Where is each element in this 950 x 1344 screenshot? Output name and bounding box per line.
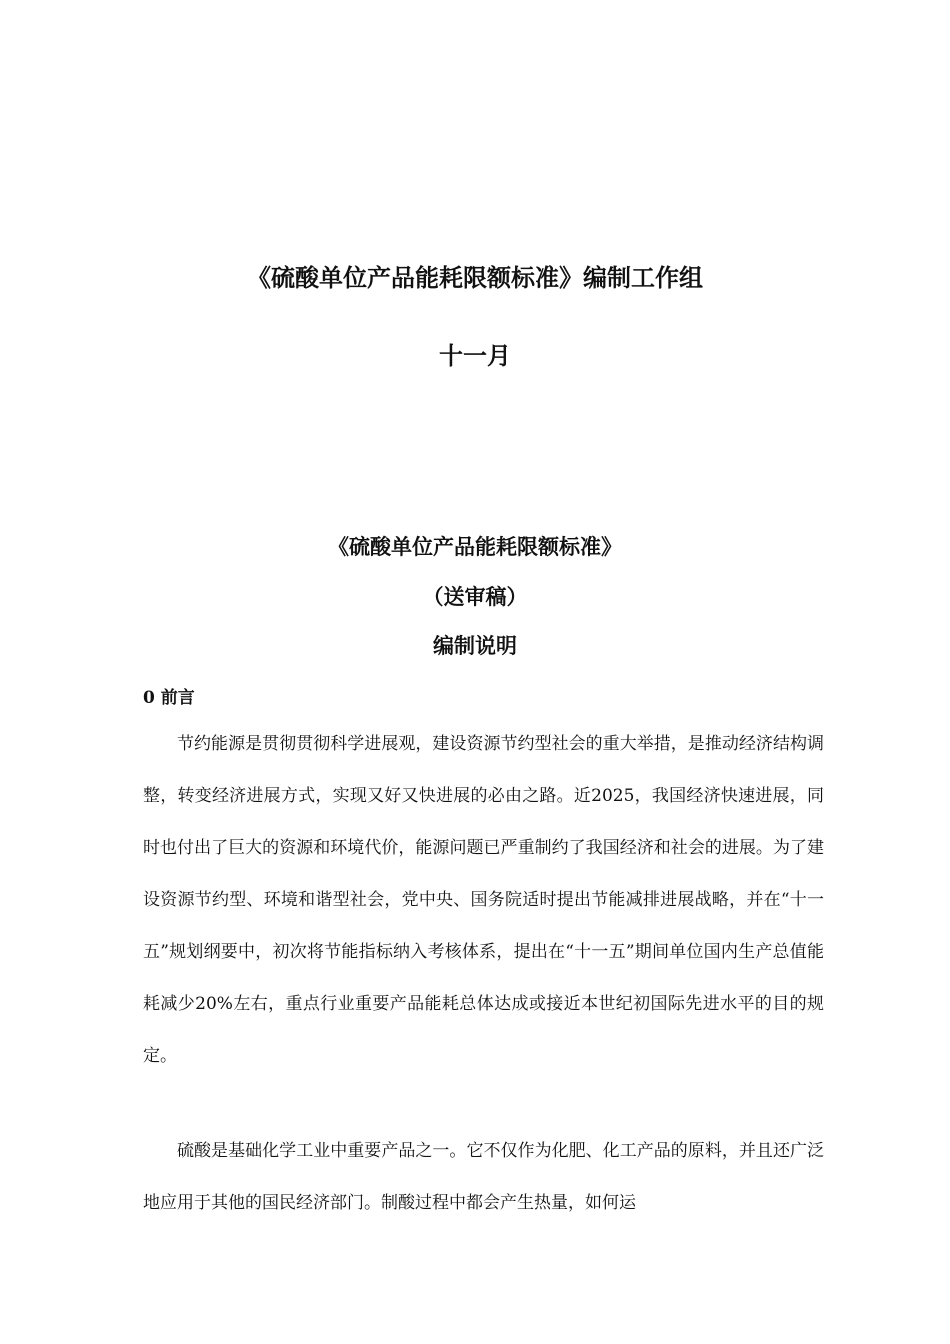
- section-heading: 0 前言: [143, 688, 195, 708]
- cover-date: 十一月: [439, 341, 511, 370]
- document-title: 《硫酸单位产品能耗限额标准》: [328, 534, 622, 559]
- document-heading: 编制说明: [433, 633, 517, 658]
- body-paragraph-1: 节约能源是贯彻贯彻科学进展观，建设资源节约型社会的重大举措，是推动经济结构调整，转变经济进展方式，实现又好又快进展的必由之路。近2025，我国经济快速进展，同时也付出了巨大的资源和环境代价，能源问题已严重制约了我国经济和社会的进展。为了建设资源节约型、环境和谐型社会，党中央、国务院适时提出节能减排进展战略，并在“十一五”规划纲要中，初次将节能指标纳入考核体系，提出在“十一五”期间单位国内生产总值能耗减少20%左右，重点行业重要产品能耗总体达成或接近本世纪初国际先进水平的目的规定。: [143, 734, 824, 1066]
- document-subtitle: （送审稿）: [422, 584, 528, 609]
- body-paragraph-2: 硫酸是基础化学工业中重要产品之一。它不仅作为化肥、化工产品的原料，并且还广泛地应用于其他的国民经济部门。制酸过程中都会产生热量，如何运: [143, 1141, 824, 1213]
- cover-title: 《硫酸单位产品能耗限额标准》编制工作组: [247, 263, 703, 292]
